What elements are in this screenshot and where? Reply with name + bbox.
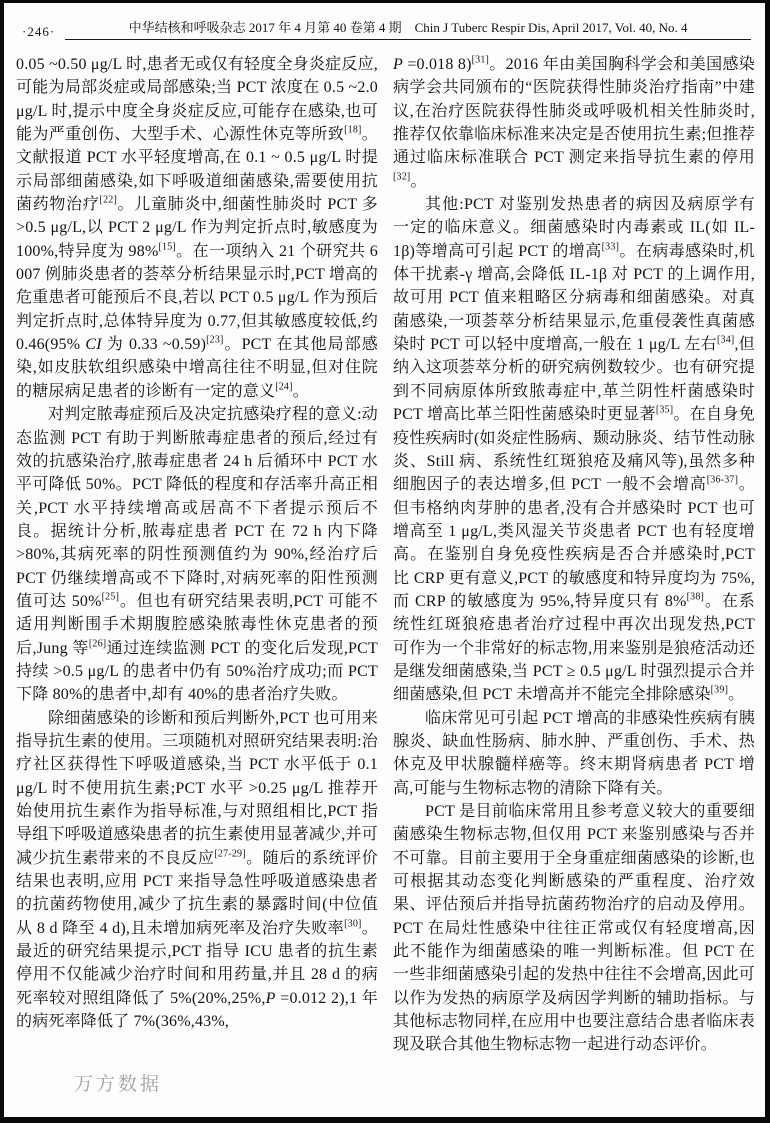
article-body	[4, 40, 765, 1057]
page-number: ·246·	[22, 24, 56, 39]
paragraph: 其他:PCT 对鉴别发热患者的病因及病原学有一定的临床意义。细菌感染时内毒素或 IL(如 IL-1β)等增高可引起 PCT 的增高[33]。在病毒感染时,机体干扰素-γ 增高,会降低 IL-1β 对 PCT 的上调作用,故可用 PCT 值来粗略区分病毒和细菌感染。对真菌感染,一项荟萃分析结果显示,危重侵袭性真菌感染时 PCT 可以轻中度增高,一般在 1 μg/L 左右[34],但纳入这项荟萃分析的研究病例数较少。也有研究提到不同病原体所致脓毒症中,革兰阴性杆菌感染时 PCT 增高比革兰阳性菌感染时更显著[35]。在自身免疫性疾病时(如炎症性肠病、颞动脉炎、结节性动脉炎、Still 病、系统性红斑狼疮及痛风等),虽然多种细胞因子的表达增多,但 PCT 一般不会增高[36-37]。但韦格纳肉芽肿的患者,没有合并感染时 PCT 也可增高至 1 μg/L,类风湿关节炎患者 PCT 也有轻度增高。在鉴别自身免疫性疾病是否合并感染时,PCT 比 CRP 更有意义,PCT 的敏感度和特异度均为 75%,而 CRP 的敏感度为 95%,特异度只有 8%[38]。在系统性红斑狼疮患者治疗过程中再次出现发热,PCT 可作为一个非常好的标志物,用来鉴别是狼疮活动还是继发细菌感染,当 PCT ≥ 0.5 μg/L 时强烈提示合并细菌感染,但 PCT 未增高并不能完全排除感染[39]。	[393, 196, 756, 704]
paragraph: 0.05 ~0.50 μg/L 时,患者无或仅有轻度全身炎症反应,可能为局部炎症或局部感染;当 PCT 浓度在 0.5 ~2.0 μg/L 时,提示中度全身炎症反应,可能存在感染,也可能为严重创伤、大型手术、心源性休克等所致[18]。文献报道 PCT 水平轻度增高,在 0.1 ~ 0.5 μg/L 时提示局部细菌感染,如下呼吸道细菌感染,需要使用抗菌药物治疗[22]。儿童肺炎中,细菌性肺炎时 PCT 多 >0.5 μg/L,以 PCT 2 μg/L 作为判定折点时,敏感度为 100%,特异度为 98%[15]。在一项纳入 21 个研究共 6 007 例肺炎患者的荟萃分析结果显示时,PCT 增高的危重患者可能预后不良,若以 PCT 0.5 μg/L 作为预后判定折点时,总体特异度为 0.77,但其敏感度较低,约 0.46(95% CI 为 0.33 ~0.59)[23]。PCT 在其他局部感染,如皮肤软组织感染中增高往往不明显,但对住院的糖尿病足患者的诊断有一定的意义[24]。	[16, 56, 378, 400]
paragraph: PCT 是目前临床常用且参考意义较大的重要细菌感染生物标志物,但仅用 PCT 来鉴别感染与否并不可靠。目前主要用于全身重症细菌感染的诊断,也可根据其动态变化判断感染的严重程度、治疗效果、评估预后并指导抗菌药物治疗的启动及停用。PCT 在局灶性感染中往往正常或仅有轻度增高,因此不能作为细菌感染的唯一判断标准。但 PCT 在一些非细菌感染引起的发热中往往不会增高,因此可以作为发热的病原学及病因学判断的辅助指标。与其他标志物同样,在应用中也要注意结合患者临床表现及联合其他生物标志物一起进行动态评价。	[393, 803, 755, 1054]
left-column	[16, 53, 378, 1057]
right-column	[393, 53, 755, 1057]
wanfang-watermark: 万方数据	[74, 1074, 163, 1095]
journal-citation: 中华结核和呼吸杂志 2017 年 4 月第 40 卷第 4 期 Chin J Tuberc Respir Dis, April 2017, Vol. 40, No. 4	[65, 17, 751, 40]
paragraph: P =0.018 8)[31]。2016 年由美国胸科学会和美国感染病学会共同颁布的“医院获得性肺炎治疗指南”中建议,在治疗医院获得性肺炎或呼吸机相关性肺炎时,推荐仅依靠临床标准来决定是否使用抗生素;但推荐通过临床标准联合 PCT 测定来指导抗生素的停用[32]。	[393, 54, 755, 190]
paragraph: 临床常见可引起 PCT 增高的非感染性疾病有胰腺炎、缺血性肠病、肺水肿、严重创伤、手术、热休克及甲状腺髓样癌等。终末期肾病患者 PCT 增高,可能与生物标志物的清除下降有关。	[393, 709, 755, 797]
page-header	[4, 3, 765, 40]
paragraph: 除细菌感染的诊断和预后判断外,PCT 也可用来指导抗生素的使用。三项随机对照研究结果表明:治疗社区获得性下呼吸道感染,当 PCT 水平低于 0.1 μg/L 时不使用抗生素;PCT 水平 >0.25 μg/L 推荐开始使用抗生素作为指导标准,与对照组相比,PCT 指导组下呼吸道感染患者的抗生素使用显著减少,并可减少抗生素带来的不良反应[27-29]。随后的系统评价结果也表明,应用 PCT 来指导急性呼吸道感染患者的抗菌药物使用,减少了抗生素的暴露时间(中位值从 8 d 降至 4 d),且未增加病死率及治疗失败率[30]。最近的研究结果提示,PCT 指导 ICU 患者的抗生素停用不仅能减少治疗时间和用药量,并且 28 d 的病死率较对照组降低了 5%(20%,25%,P =0.012 2),1 年的病死率降低了 7%(36%,43%,	[16, 709, 379, 1031]
paragraph: 对判定脓毒症预后及决定抗感染疗程的意义:动态监测 PCT 有助于判断脓毒症患者的预后,经过有效的抗感染治疗,脓毒症患者 24 h 后循环中 PCT 水平可降低 50%。PCT 降低的程度和存活率升高正相关,PCT 水平持续增高或居高不下者提示预后不良。据统计分析,脓毒症患者 PCT 在 72 h 内下降 >80%,其病死率的阴性预测值约为 90%,经治疗后 PCT 仍继续增高或不下降时,对病死率的阳性预测值可达 50%[25]。但也有研究结果表明,PCT 可能不适用判断围手术期腹腔感染脓毒性休克患者的预后,Jung 等[26]通过连续监测 PCT 的变化后发现,PCT 持续 >0.5 μg/L 的患者中仍有 50%治疗成功;而 PCT 下降 80%的患者中,却有 40%的患者治疗失败。	[16, 406, 379, 704]
